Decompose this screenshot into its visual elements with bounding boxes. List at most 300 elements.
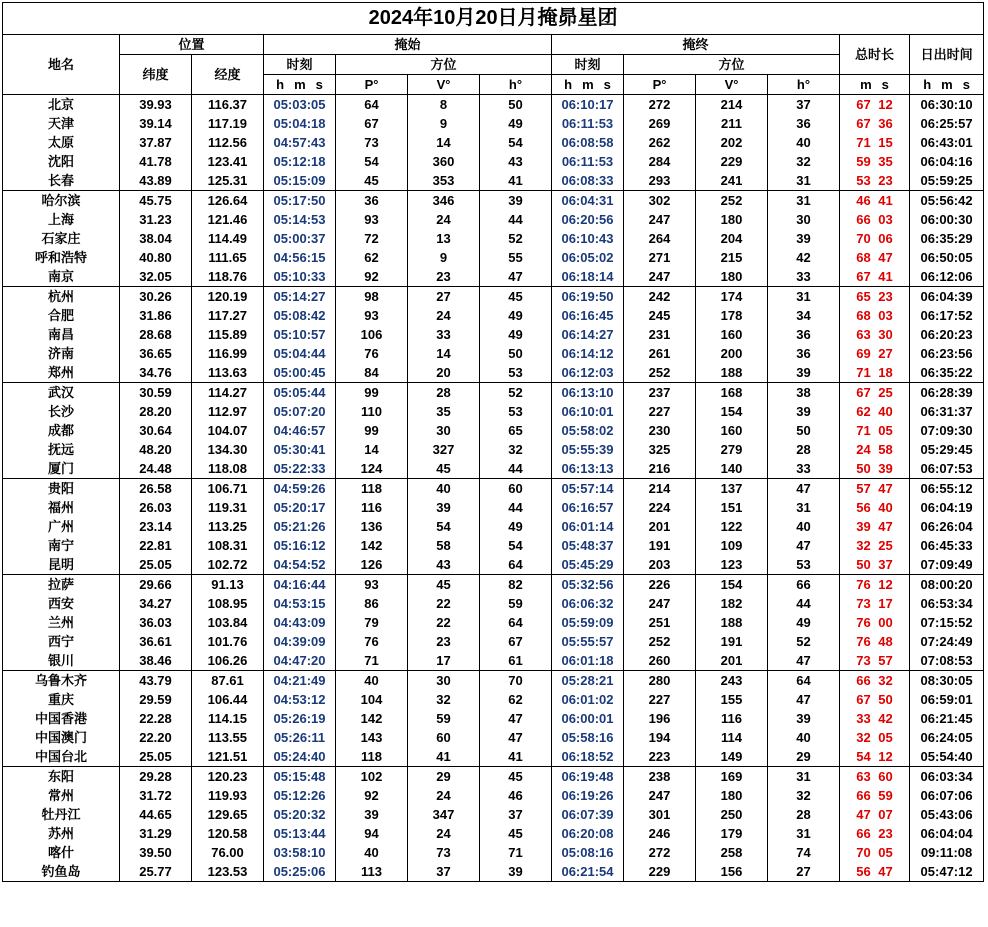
duration-seconds: 12 bbox=[878, 577, 893, 592]
duration-minutes: 76 bbox=[856, 577, 871, 592]
start-time: 05:15:09 bbox=[264, 171, 336, 191]
longitude: 101.76 bbox=[192, 632, 264, 651]
duration-seconds: 27 bbox=[878, 346, 893, 361]
end-p: 214 bbox=[624, 479, 696, 499]
duration-seconds: 47 bbox=[878, 519, 893, 534]
end-p: 261 bbox=[624, 344, 696, 363]
sunrise-time: 06:25:57 bbox=[910, 114, 984, 133]
header-total: 总时长 bbox=[840, 35, 910, 75]
start-p: 40 bbox=[336, 671, 408, 691]
end-p: 280 bbox=[624, 671, 696, 691]
duration-seconds: 41 bbox=[878, 269, 893, 284]
end-h: 36 bbox=[768, 114, 840, 133]
end-p: 262 bbox=[624, 133, 696, 152]
start-h: 47 bbox=[480, 709, 552, 728]
sunrise-time: 06:23:56 bbox=[910, 344, 984, 363]
total-duration bbox=[840, 287, 910, 307]
start-h: 37 bbox=[480, 805, 552, 824]
total-duration bbox=[840, 171, 910, 191]
latitude: 45.75 bbox=[120, 191, 192, 211]
header-start-hms: h m s bbox=[264, 75, 336, 95]
header-end-hms: h m s bbox=[552, 75, 624, 95]
longitude: 104.07 bbox=[192, 421, 264, 440]
duration-seconds: 00 bbox=[878, 615, 893, 630]
end-h: 32 bbox=[768, 786, 840, 805]
end-h: 49 bbox=[768, 613, 840, 632]
longitude: 120.19 bbox=[192, 287, 264, 307]
end-p: 247 bbox=[624, 594, 696, 613]
start-v: 360 bbox=[408, 152, 480, 171]
end-time: 06:18:14 bbox=[552, 267, 624, 287]
duration-minutes: 73 bbox=[856, 596, 871, 611]
place-name: 喀什 bbox=[3, 843, 120, 862]
start-p: 76 bbox=[336, 344, 408, 363]
duration-minutes: 66 bbox=[856, 826, 871, 841]
latitude: 22.28 bbox=[120, 709, 192, 728]
latitude: 32.05 bbox=[120, 267, 192, 287]
duration-seconds: 15 bbox=[878, 135, 893, 150]
end-time: 06:08:33 bbox=[552, 171, 624, 191]
table-row bbox=[3, 248, 984, 267]
start-p: 126 bbox=[336, 555, 408, 575]
start-time: 05:10:57 bbox=[264, 325, 336, 344]
header-end-v: V° bbox=[696, 75, 768, 95]
end-v: 155 bbox=[696, 690, 768, 709]
end-h: 40 bbox=[768, 517, 840, 536]
end-v: 174 bbox=[696, 287, 768, 307]
start-p: 124 bbox=[336, 459, 408, 479]
end-v: 137 bbox=[696, 479, 768, 499]
duration-minutes: 63 bbox=[856, 327, 871, 342]
place-name: 哈尔滨 bbox=[3, 191, 120, 211]
end-p: 271 bbox=[624, 248, 696, 267]
duration-seconds: 42 bbox=[878, 711, 893, 726]
end-h: 36 bbox=[768, 325, 840, 344]
sunrise-time: 06:28:39 bbox=[910, 383, 984, 403]
duration-minutes: 65 bbox=[856, 289, 871, 304]
header-start-time: 时刻 bbox=[264, 55, 336, 75]
place-name: 成都 bbox=[3, 421, 120, 440]
place-name: 武汉 bbox=[3, 383, 120, 403]
start-time: 04:53:15 bbox=[264, 594, 336, 613]
header-position: 位置 bbox=[120, 35, 264, 55]
end-p: 325 bbox=[624, 440, 696, 459]
start-time: 05:14:27 bbox=[264, 287, 336, 307]
start-v: 59 bbox=[408, 709, 480, 728]
duration-minutes: 67 bbox=[856, 269, 871, 284]
start-p: 62 bbox=[336, 248, 408, 267]
duration-seconds: 03 bbox=[878, 212, 893, 227]
end-h: 31 bbox=[768, 824, 840, 843]
place-name: 苏州 bbox=[3, 824, 120, 843]
end-p: 247 bbox=[624, 210, 696, 229]
end-v: 258 bbox=[696, 843, 768, 862]
sunrise-time: 06:17:52 bbox=[910, 306, 984, 325]
duration-minutes: 46 bbox=[856, 193, 871, 208]
start-p: 76 bbox=[336, 632, 408, 651]
end-time: 06:19:48 bbox=[552, 767, 624, 787]
end-h: 28 bbox=[768, 805, 840, 824]
start-p: 143 bbox=[336, 728, 408, 747]
start-time: 04:46:57 bbox=[264, 421, 336, 440]
place-name: 太原 bbox=[3, 133, 120, 152]
start-h: 43 bbox=[480, 152, 552, 171]
end-time: 06:20:56 bbox=[552, 210, 624, 229]
end-v: 188 bbox=[696, 363, 768, 383]
end-p: 272 bbox=[624, 843, 696, 862]
start-v: 35 bbox=[408, 402, 480, 421]
end-v: 151 bbox=[696, 498, 768, 517]
start-time: 05:04:44 bbox=[264, 344, 336, 363]
sunrise-time: 06:59:01 bbox=[910, 690, 984, 709]
end-time: 06:01:14 bbox=[552, 517, 624, 536]
sunrise-time: 05:29:45 bbox=[910, 440, 984, 459]
sunrise-time: 08:30:05 bbox=[910, 671, 984, 691]
place-name: 沈阳 bbox=[3, 152, 120, 171]
sunrise-time: 06:53:34 bbox=[910, 594, 984, 613]
total-duration bbox=[840, 575, 910, 595]
latitude: 26.58 bbox=[120, 479, 192, 499]
place-name: 常州 bbox=[3, 786, 120, 805]
duration-minutes: 76 bbox=[856, 634, 871, 649]
place-name: 拉萨 bbox=[3, 575, 120, 595]
latitude: 29.59 bbox=[120, 690, 192, 709]
duration-seconds: 17 bbox=[878, 596, 893, 611]
end-h: 30 bbox=[768, 210, 840, 229]
end-v: 241 bbox=[696, 171, 768, 191]
start-v: 13 bbox=[408, 229, 480, 248]
end-p: 238 bbox=[624, 767, 696, 787]
total-duration bbox=[840, 690, 910, 709]
start-time: 05:07:20 bbox=[264, 402, 336, 421]
sunrise-time: 07:15:52 bbox=[910, 613, 984, 632]
total-duration bbox=[840, 651, 910, 671]
start-h: 60 bbox=[480, 479, 552, 499]
start-v: 30 bbox=[408, 671, 480, 691]
start-time: 05:15:48 bbox=[264, 767, 336, 787]
start-v: 60 bbox=[408, 728, 480, 747]
start-p: 110 bbox=[336, 402, 408, 421]
end-h: 37 bbox=[768, 95, 840, 115]
total-duration bbox=[840, 632, 910, 651]
sunrise-time: 06:55:12 bbox=[910, 479, 984, 499]
sunrise-time: 05:54:40 bbox=[910, 747, 984, 767]
start-p: 116 bbox=[336, 498, 408, 517]
sunrise-time: 07:09:30 bbox=[910, 421, 984, 440]
place-name: 西宁 bbox=[3, 632, 120, 651]
end-v: 180 bbox=[696, 786, 768, 805]
latitude: 43.89 bbox=[120, 171, 192, 191]
end-v: 179 bbox=[696, 824, 768, 843]
end-p: 237 bbox=[624, 383, 696, 403]
start-time: 05:25:06 bbox=[264, 862, 336, 882]
end-h: 36 bbox=[768, 344, 840, 363]
total-duration bbox=[840, 421, 910, 440]
page-title: 2024年10月20日月掩昴星团 bbox=[3, 3, 984, 35]
total-duration bbox=[840, 344, 910, 363]
place-name: 牡丹江 bbox=[3, 805, 120, 824]
table-row bbox=[3, 594, 984, 613]
start-h: 53 bbox=[480, 363, 552, 383]
start-p: 71 bbox=[336, 651, 408, 671]
start-v: 28 bbox=[408, 383, 480, 403]
place-name: 兰州 bbox=[3, 613, 120, 632]
table-row bbox=[3, 210, 984, 229]
end-p: 302 bbox=[624, 191, 696, 211]
longitude: 123.53 bbox=[192, 862, 264, 882]
duration-minutes: 67 bbox=[856, 692, 871, 707]
start-v: 73 bbox=[408, 843, 480, 862]
end-h: 39 bbox=[768, 363, 840, 383]
table-row bbox=[3, 363, 984, 383]
start-p: 73 bbox=[336, 133, 408, 152]
table-row bbox=[3, 690, 984, 709]
sunrise-time: 06:07:53 bbox=[910, 459, 984, 479]
start-v: 23 bbox=[408, 267, 480, 287]
table-row bbox=[3, 171, 984, 191]
start-p: 92 bbox=[336, 267, 408, 287]
duration-minutes: 56 bbox=[856, 500, 871, 515]
end-time: 05:32:56 bbox=[552, 575, 624, 595]
start-v: 43 bbox=[408, 555, 480, 575]
end-p: 247 bbox=[624, 786, 696, 805]
end-time: 06:00:01 bbox=[552, 709, 624, 728]
sunrise-time: 05:47:12 bbox=[910, 862, 984, 882]
start-h: 50 bbox=[480, 344, 552, 363]
table-row bbox=[3, 440, 984, 459]
start-h: 52 bbox=[480, 229, 552, 248]
place-name: 合肥 bbox=[3, 306, 120, 325]
place-name: 石家庄 bbox=[3, 229, 120, 248]
city-group bbox=[3, 383, 984, 479]
latitude: 36.03 bbox=[120, 613, 192, 632]
total-duration bbox=[840, 517, 910, 536]
longitude: 114.15 bbox=[192, 709, 264, 728]
end-time: 06:21:54 bbox=[552, 862, 624, 882]
total-duration bbox=[840, 152, 910, 171]
end-v: 180 bbox=[696, 267, 768, 287]
end-time: 05:58:16 bbox=[552, 728, 624, 747]
start-v: 39 bbox=[408, 498, 480, 517]
duration-minutes: 66 bbox=[856, 788, 871, 803]
duration-minutes: 32 bbox=[856, 538, 871, 553]
latitude: 44.65 bbox=[120, 805, 192, 824]
sunrise-time: 06:30:10 bbox=[910, 95, 984, 115]
end-h: 40 bbox=[768, 728, 840, 747]
longitude: 91.13 bbox=[192, 575, 264, 595]
end-v: 182 bbox=[696, 594, 768, 613]
start-h: 62 bbox=[480, 690, 552, 709]
end-h: 47 bbox=[768, 479, 840, 499]
start-time: 05:10:33 bbox=[264, 267, 336, 287]
end-h: 66 bbox=[768, 575, 840, 595]
latitude: 30.59 bbox=[120, 383, 192, 403]
start-v: 33 bbox=[408, 325, 480, 344]
start-h: 49 bbox=[480, 306, 552, 325]
start-h: 64 bbox=[480, 613, 552, 632]
end-p: 191 bbox=[624, 536, 696, 555]
start-v: 24 bbox=[408, 210, 480, 229]
start-time: 05:03:05 bbox=[264, 95, 336, 115]
start-v: 54 bbox=[408, 517, 480, 536]
end-time: 06:11:53 bbox=[552, 152, 624, 171]
end-h: 44 bbox=[768, 594, 840, 613]
table-row bbox=[3, 383, 984, 403]
start-time: 04:47:20 bbox=[264, 651, 336, 671]
end-v: 156 bbox=[696, 862, 768, 882]
duration-minutes: 62 bbox=[856, 404, 871, 419]
end-h: 42 bbox=[768, 248, 840, 267]
start-v: 24 bbox=[408, 306, 480, 325]
start-v: 41 bbox=[408, 747, 480, 767]
latitude: 39.14 bbox=[120, 114, 192, 133]
longitude: 126.64 bbox=[192, 191, 264, 211]
place-name: 昆明 bbox=[3, 555, 120, 575]
start-h: 39 bbox=[480, 191, 552, 211]
latitude: 40.80 bbox=[120, 248, 192, 267]
sunrise-time: 06:45:33 bbox=[910, 536, 984, 555]
start-v: 27 bbox=[408, 287, 480, 307]
duration-seconds: 05 bbox=[878, 730, 893, 745]
longitude: 134.30 bbox=[192, 440, 264, 459]
start-time: 05:00:37 bbox=[264, 229, 336, 248]
longitude: 112.97 bbox=[192, 402, 264, 421]
end-time: 06:10:01 bbox=[552, 402, 624, 421]
start-time: 05:14:53 bbox=[264, 210, 336, 229]
header-sunrise-hms: h m s bbox=[910, 75, 984, 95]
duration-minutes: 24 bbox=[856, 442, 871, 457]
end-v: 243 bbox=[696, 671, 768, 691]
start-h: 45 bbox=[480, 287, 552, 307]
end-time: 06:10:43 bbox=[552, 229, 624, 248]
header-start-v: V° bbox=[408, 75, 480, 95]
duration-minutes: 59 bbox=[856, 154, 871, 169]
end-v: 188 bbox=[696, 613, 768, 632]
sunrise-time: 06:00:30 bbox=[910, 210, 984, 229]
start-p: 39 bbox=[336, 805, 408, 824]
place-name: 天津 bbox=[3, 114, 120, 133]
table-row bbox=[3, 632, 984, 651]
longitude: 114.49 bbox=[192, 229, 264, 248]
place-name: 长沙 bbox=[3, 402, 120, 421]
total-duration bbox=[840, 440, 910, 459]
latitude: 37.87 bbox=[120, 133, 192, 152]
duration-seconds: 40 bbox=[878, 404, 893, 419]
start-p: 40 bbox=[336, 843, 408, 862]
total-duration bbox=[840, 479, 910, 499]
end-v: 252 bbox=[696, 191, 768, 211]
start-h: 49 bbox=[480, 325, 552, 344]
place-name: 中国台北 bbox=[3, 747, 120, 767]
table-row bbox=[3, 306, 984, 325]
place-name: 上海 bbox=[3, 210, 120, 229]
table-row bbox=[3, 517, 984, 536]
end-h: 47 bbox=[768, 536, 840, 555]
longitude: 117.27 bbox=[192, 306, 264, 325]
start-time: 05:30:41 bbox=[264, 440, 336, 459]
start-time: 03:58:10 bbox=[264, 843, 336, 862]
start-h: 44 bbox=[480, 498, 552, 517]
end-time: 06:14:12 bbox=[552, 344, 624, 363]
start-v: 22 bbox=[408, 613, 480, 632]
start-p: 36 bbox=[336, 191, 408, 211]
start-h: 45 bbox=[480, 824, 552, 843]
longitude: 113.55 bbox=[192, 728, 264, 747]
end-v: 123 bbox=[696, 555, 768, 575]
end-h: 52 bbox=[768, 632, 840, 651]
end-time: 06:16:45 bbox=[552, 306, 624, 325]
start-p: 118 bbox=[336, 747, 408, 767]
start-h: 46 bbox=[480, 786, 552, 805]
end-v: 140 bbox=[696, 459, 768, 479]
longitude: 123.41 bbox=[192, 152, 264, 171]
latitude: 25.05 bbox=[120, 747, 192, 767]
duration-minutes: 68 bbox=[856, 250, 871, 265]
end-time: 05:58:02 bbox=[552, 421, 624, 440]
start-v: 24 bbox=[408, 824, 480, 843]
longitude: 113.63 bbox=[192, 363, 264, 383]
end-p: 229 bbox=[624, 862, 696, 882]
place-name: 中国香港 bbox=[3, 709, 120, 728]
duration-seconds: 39 bbox=[878, 461, 893, 476]
duration-seconds: 47 bbox=[878, 864, 893, 879]
longitude: 102.72 bbox=[192, 555, 264, 575]
start-p: 72 bbox=[336, 229, 408, 248]
header-lat: 纬度 bbox=[120, 55, 192, 95]
duration-seconds: 23 bbox=[878, 173, 893, 188]
end-v: 122 bbox=[696, 517, 768, 536]
start-h: 41 bbox=[480, 747, 552, 767]
duration-minutes: 69 bbox=[856, 346, 871, 361]
place-name: 重庆 bbox=[3, 690, 120, 709]
end-time: 06:11:53 bbox=[552, 114, 624, 133]
duration-minutes: 66 bbox=[856, 212, 871, 227]
end-v: 116 bbox=[696, 709, 768, 728]
start-v: 346 bbox=[408, 191, 480, 211]
duration-minutes: 76 bbox=[856, 615, 871, 630]
table-row bbox=[3, 344, 984, 363]
start-time: 05:16:12 bbox=[264, 536, 336, 555]
duration-seconds: 47 bbox=[878, 481, 893, 496]
end-p: 196 bbox=[624, 709, 696, 728]
sunrise-time: 06:31:37 bbox=[910, 402, 984, 421]
longitude: 121.51 bbox=[192, 747, 264, 767]
end-v: 154 bbox=[696, 402, 768, 421]
duration-seconds: 32 bbox=[878, 673, 893, 688]
start-v: 29 bbox=[408, 767, 480, 787]
longitude: 117.19 bbox=[192, 114, 264, 133]
place-name: 抚远 bbox=[3, 440, 120, 459]
place-name: 厦门 bbox=[3, 459, 120, 479]
end-h: 31 bbox=[768, 191, 840, 211]
header-sunrise: 日出时间 bbox=[910, 35, 984, 75]
end-time: 05:28:21 bbox=[552, 671, 624, 691]
end-p: 247 bbox=[624, 267, 696, 287]
table-row bbox=[3, 287, 984, 307]
end-time: 06:16:57 bbox=[552, 498, 624, 517]
place-name: 郑州 bbox=[3, 363, 120, 383]
end-v: 215 bbox=[696, 248, 768, 267]
end-time: 05:45:29 bbox=[552, 555, 624, 575]
duration-minutes: 67 bbox=[856, 97, 871, 112]
longitude: 115.89 bbox=[192, 325, 264, 344]
latitude: 34.27 bbox=[120, 594, 192, 613]
city-group bbox=[3, 671, 984, 767]
end-p: 223 bbox=[624, 747, 696, 767]
total-duration bbox=[840, 459, 910, 479]
total-duration bbox=[840, 363, 910, 383]
longitude: 103.84 bbox=[192, 613, 264, 632]
